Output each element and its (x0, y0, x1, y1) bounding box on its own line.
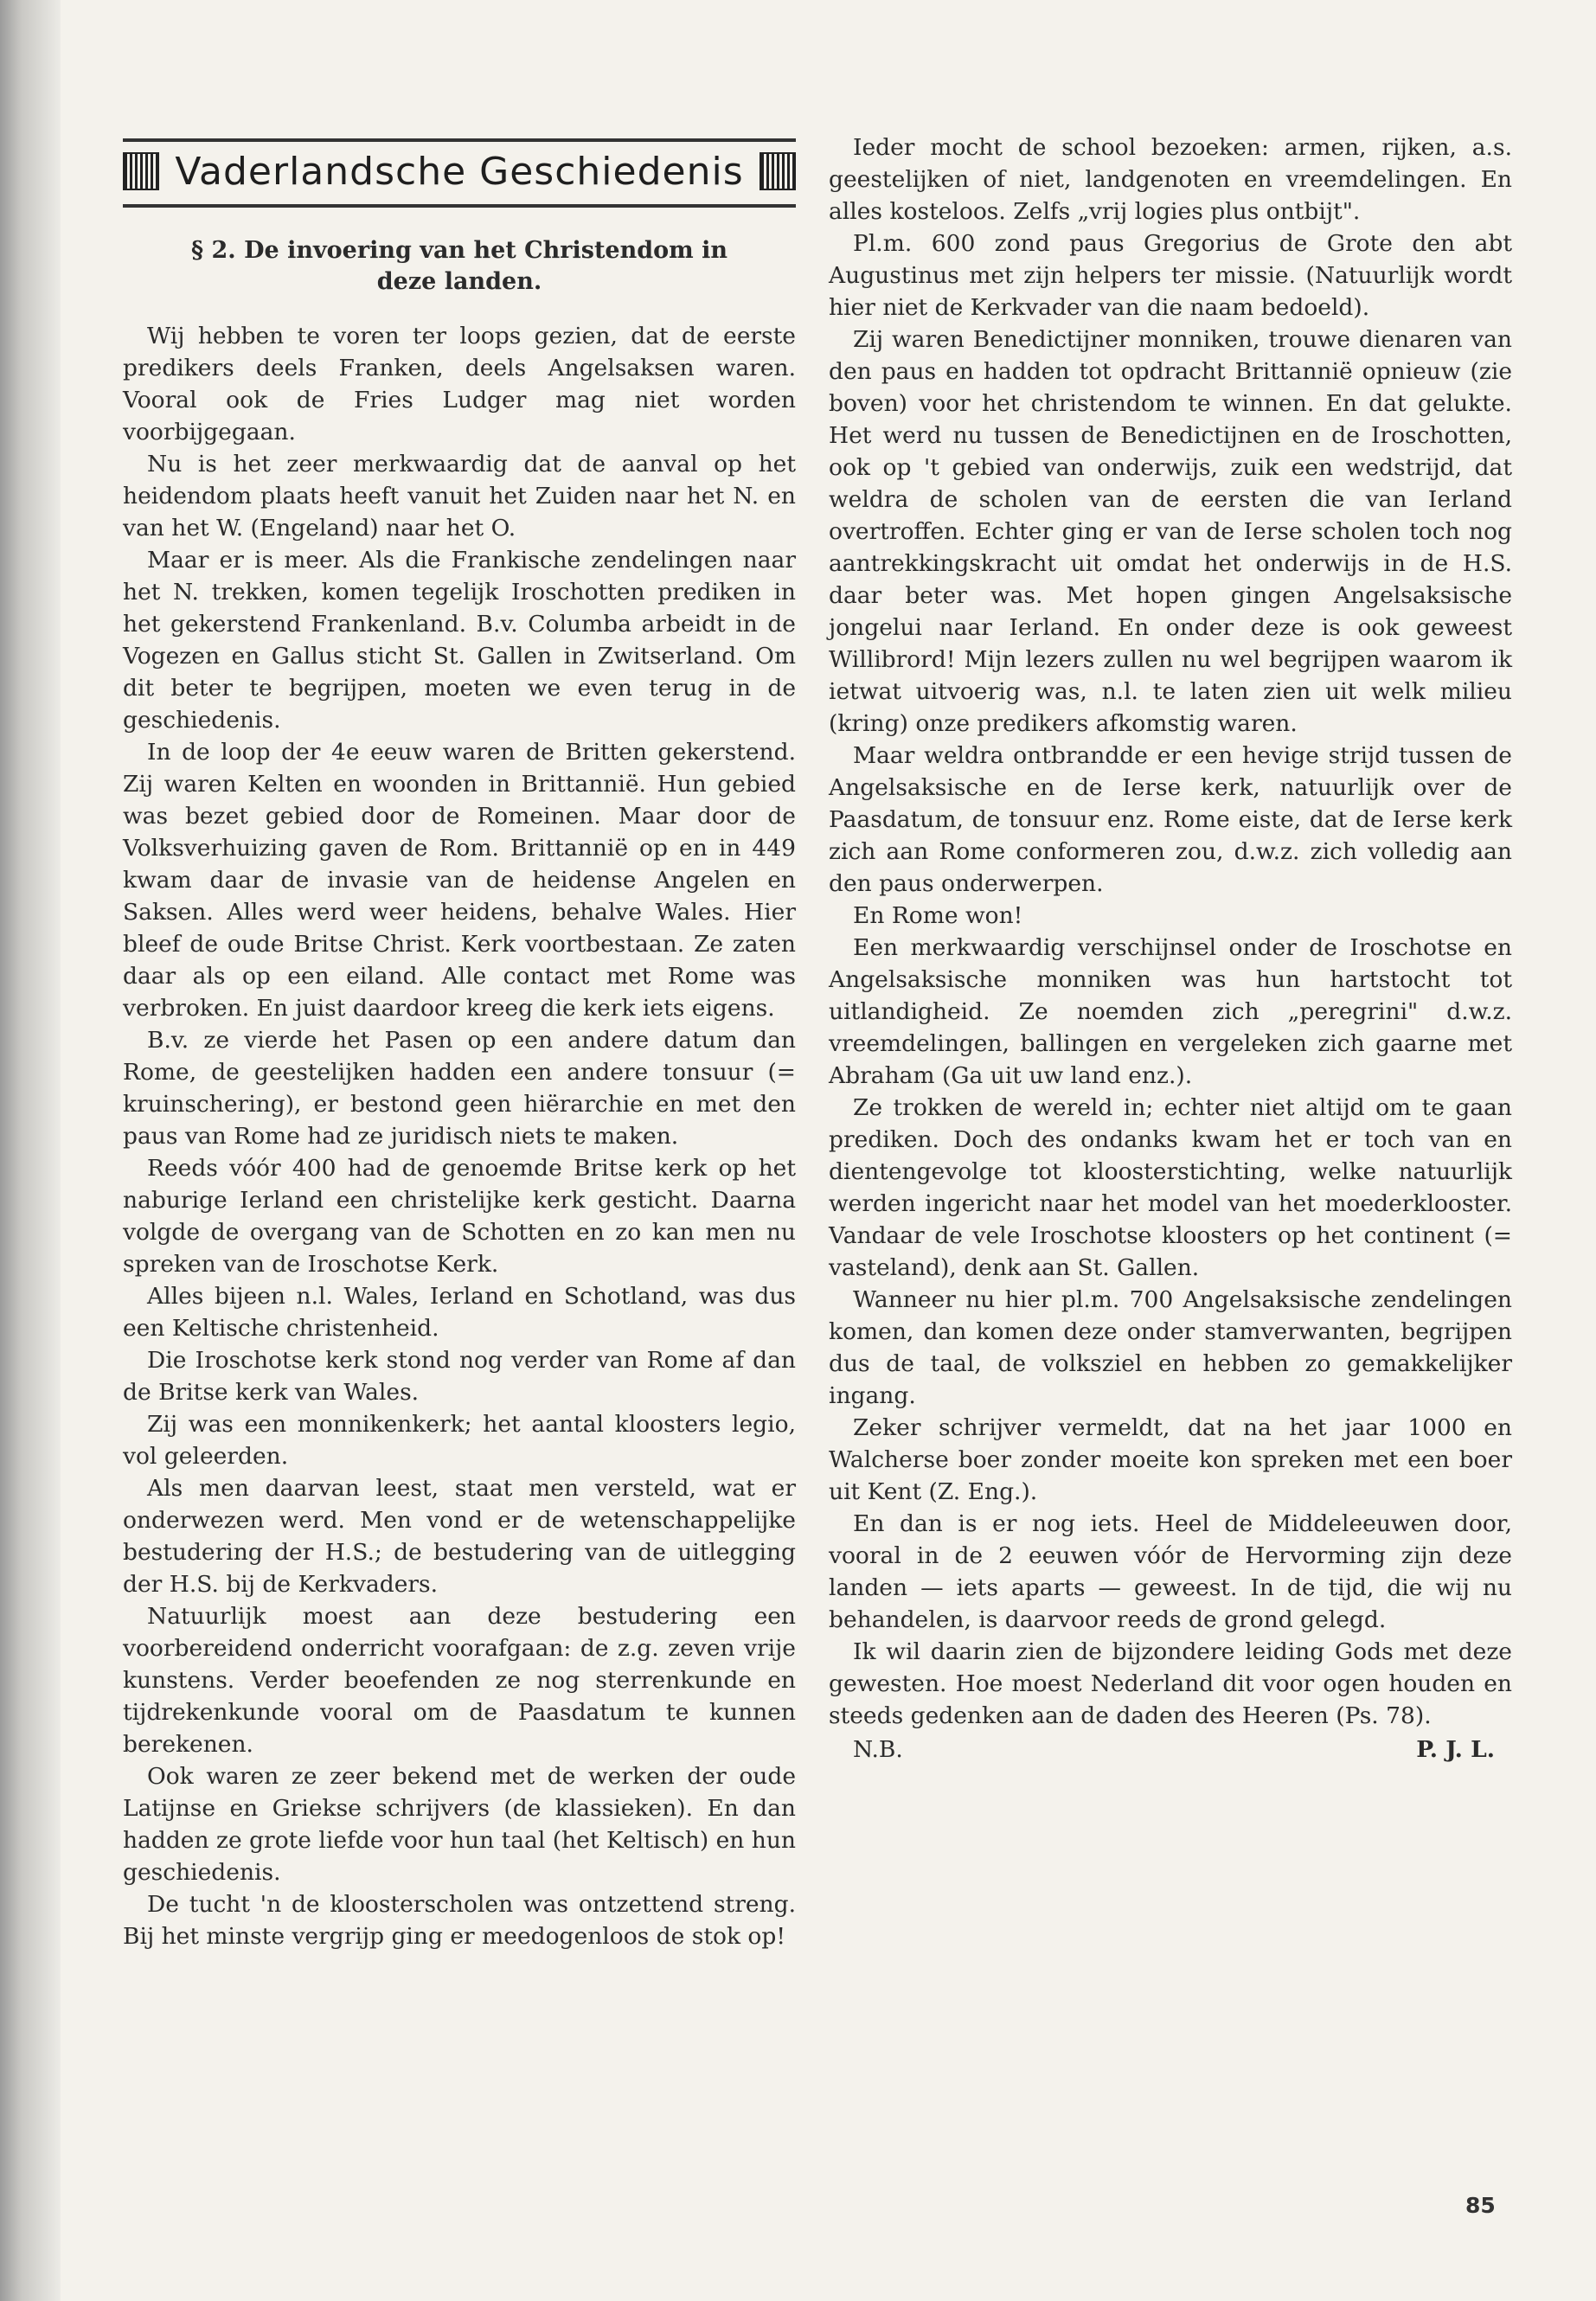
paragraph: Reeds vóór 400 had de genoemde Britse kerk op het naburige Ierland een christelijke kerk gesticht. Daarna volgde de overgang van de Schotten en zo kan men nu spreken van de Iroschotse Kerk. (123, 1155, 796, 1278)
masthead (123, 138, 796, 208)
note-label: N.B. (853, 1736, 903, 1763)
paragraph: Natuurlijk moest aan deze bestudering een voorbereidend onderricht voorafgaan: de z.g. zeven vrije kunstens. Verder beoefenden ze nog sterrenkunde en tijdrekenkunde vooral om de Paasdatum te kunnen berekenen. (123, 1603, 796, 1758)
paragraph: Wij hebben te voren ter loops gezien, dat de eerste predikers deels Franken, deels Angelsaksen waren. Vooral ook de Fries Ludger mag niet worden voorbijgegaan. (123, 323, 796, 445)
paragraph: Maar weldra ontbrandde er een hevige strijd tussen de Angelsaksische en de Ierse kerk, natuurlijk over de Paasdatum, de tonsuur enz. Rome eiste, dat de Ierse kerk zich aan Rome conformeren zou, d.w.z. zich volledig aan den paus onderwerpen. (829, 742, 1512, 897)
paragraph: Alles bijeen n.l. Wales, Ierland en Schotland, was dus een Keltische christenheid. (123, 1283, 796, 1342)
paragraph: Maar er is meer. Als die Frankische zendelingen naar het N. trekken, komen tegelijk Iroschotten prediken in het gekerstend Frankenland. B.v. Columba arbeidt in de Vogezen en Gallus sticht St. Gallen in Zwitserland. Om dit beter te begrijpen, moeten we even terug in de geschiedenis. (123, 547, 796, 734)
paragraph: Ik wil daarin zien de bijzondere leiding Gods met deze gewesten. Hoe moest Nederland dit voor ogen houden en steeds gedenken aan de daden des Heeren (Ps. 78). (829, 1638, 1512, 1729)
paragraph: Zij was een monnikenkerk; het aantal kloosters legio, vol geleerden. (123, 1411, 796, 1470)
section-heading-line: § 2. De invoering van het Christendom in (191, 237, 727, 264)
page-number: 85 (1465, 2193, 1496, 2218)
right-column (829, 131, 1512, 1766)
section-heading (123, 235, 796, 298)
paragraph: Een merkwaardig verschijnsel onder de Iroschotse en Angelsaksische monniken was hun hartstocht tot uitlandigheid. Ze noemden zich „peregrini" d.w.z. vreemdelingen, ballingen en vergeleken zich gaarne met Abraham (Ga uit uw land enz.). (829, 934, 1512, 1089)
ornament-bars-icon (123, 152, 159, 190)
left-column (123, 138, 796, 1952)
paragraph: Als men daarvan leest, staat men versteld, wat er onderwezen werd. Men vond er de wetenschappelijke bestudering der H.S.; de bestudering van de uitlegging der H.S. bij de Kerkvaders. (123, 1475, 796, 1598)
ornament-bars-icon (760, 152, 796, 190)
scan-spine-shadow (0, 0, 61, 2301)
paragraph: En Rome won! (853, 902, 1023, 929)
paragraph: Die Iroschotse kerk stond nog verder van Rome af dan de Britse kerk van Wales. (123, 1347, 796, 1406)
page-title: Vaderlandsche Geschiedenis (175, 149, 744, 194)
paragraph: Ieder mocht de school bezoeken: armen, rijken, a.s. geestelijken of niet, landgenoten en vreemdelingen. En alles kosteloos. Zelfs „vrij logies plus ontbijt". (829, 134, 1512, 225)
section-heading-line: deze landen. (376, 268, 542, 295)
paragraph: Ze trokken de wereld in; echter niet altijd om te gaan prediken. Doch des ondanks kwam het er toch van en dientengevolge tot kloosterstichting, welke natuurlijk werden ingericht naar het model van het moederklooster. Vandaar de vele Iroschotse kloosters op het continent (= vasteland), denk aan St. Gallen. (829, 1094, 1512, 1281)
paragraph: Pl.m. 600 zond paus Gregorius de Grote den abt Augustinus met zijn helpers ter missie. (Natuurlijk wordt hier niet de Kerkvader van die naam bedoeld). (829, 230, 1512, 321)
paragraph: Zij waren Benedictijner monniken, trouwe dienaren van den paus en hadden tot opdracht Brittannië opnieuw (zie boven) voor het christendom te winnen. En dat gelukte. Het werd nu tussen de Benedictijnen en de Iroschotten, ook op 't gebied van onderwijs, zuik een wedstrijd, dat weldra de scholen van de eersten die van Ierland overtroffen. Echter ging er van de Ierse scholen toch nog aantrekkingskracht uit omdat het onderwijs in de H.S. daar beter was. Met hopen gingen Angelsaksische jongelui naar Ierland. En onder deze is ook geweest Willibrord! Mijn lezers zullen nu wel begrijpen waarom ik ietwat uitvoerig was, n.l. te laten zien uit welk milieu (kring) onze predikers afkomstig waren. (829, 326, 1512, 737)
paragraph: B.v. ze vierde het Pasen op een andere datum dan Rome, de geestelijken hadden een andere tonsuur (= kruinschering), er bestond geen hiërarchie en met den paus van Rome had ze juridisch niets te maken. (123, 1027, 796, 1150)
paragraph: Wanneer nu hier pl.m. 700 Angelsaksische zendelingen komen, dan komen deze onder stamverwanten, begrijpen dus de taal, de volksziel en hebben zo gemakkelijker ingang. (829, 1286, 1512, 1409)
signoff (829, 1734, 1512, 1766)
paragraph: De tucht 'n de kloosterscholen was ontzettend streng. Bij het minste vergrijp ging er meedogenloos de stok op! (123, 1891, 796, 1950)
paragraph: Zeker schrijver vermeldt, dat na het jaar 1000 en Walcherse boer zonder moeite kon spreken met een boer uit Kent (Z. Eng.). (829, 1414, 1512, 1505)
paragraph: Ook waren ze zeer bekend met de werken der oude Latijnse en Griekse schrijvers (de klassieken). En dan hadden ze grote liefde voor hun taal (het Keltisch) en hun geschiedenis. (123, 1763, 796, 1886)
paragraph: En dan is er nog iets. Heel de Middeleeuwen door, vooral in de 2 eeuwen vóór de Hervorming zijn deze landen — iets aparts — geweest. In de tijd, die wij nu behandelen, is daarvoor reeds de grond gelegd. (829, 1510, 1512, 1633)
author-signature: P. J. L. (1416, 1736, 1495, 1763)
paragraph: Nu is het zeer merkwaardig dat de aanval op het heidendom plaats heeft vanuit het Zuiden naar het N. en van het W. (Engeland) naar het O. (123, 451, 796, 542)
paragraph: In de loop der 4e eeuw waren de Britten gekerstend. Zij waren Kelten en woonden in Brittannië. Hun gebied was bezet gebied door de Romeinen. Maar door de Volksverhuizing gaven de Rom. Brittannië op en in 449 kwam daar de invasie van de heidense Angelen en Saksen. Alles werd weer heidens, behalve Wales. Hier bleef de oude Britse Christ. Kerk voortbestaan. Ze zaten daar als op een eiland. Alle contact met Rome was verbroken. En juist daardoor kreeg die kerk iets eigens. (123, 739, 796, 1022)
